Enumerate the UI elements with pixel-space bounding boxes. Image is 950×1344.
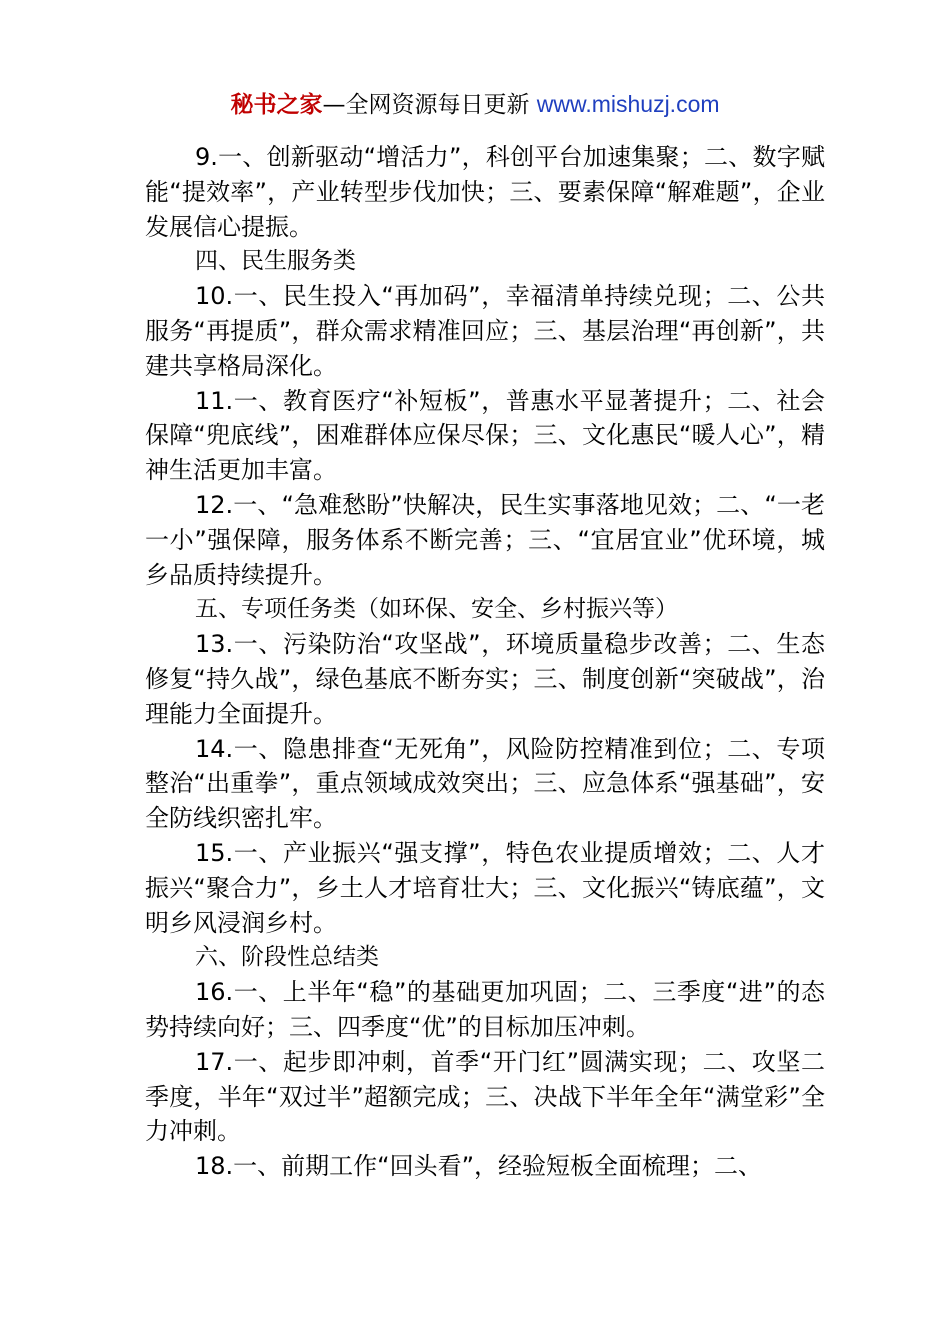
paragraph-18: 18.一、前期工作“回头看”，经验短板全面梳理；二、: [195, 1152, 763, 1181]
site-url-link[interactable]: www.mishuzj.com: [536, 91, 720, 117]
paragraph-10: 10.一、民生投入“再加码”，幸福清单持续兑现；二、公共服务“再提质”，群众需求精准回应；三、基层治理“再创新”，共建共享格局深化。: [145, 282, 825, 380]
paragraph-11: 11.一、教育医疗“补短板”，普惠水平显著提升；二、社会保障“兜底线”，困难群体应保尽保；三、文化惠民“暖人心”，精神生活更加丰富。: [145, 386, 825, 485]
paragraph-15: 15.一、产业振兴“强支撑”，特色农业提质增效；二、人才振兴“聚合力”，乡土人才培育壮大；三、文化振兴“铸底蕴”，文明乡风浸润乡村。: [145, 838, 825, 937]
paragraph-13: 13.一、污染防治“攻坚战”，环境质量稳步改善；二、生态修复“持久战”，绿色基底不断夯实；三、制度创新“突破战”，治理能力全面提升。: [145, 630, 825, 728]
site-header: [0, 88, 950, 121]
brand-name: 秘书之家: [230, 92, 323, 118]
paragraph-12: 12.一、“急难愁盼”快解决，民生实事落地见效；二、“一老一小”强保障，服务体系不断完善；三、“宜居宜业”优环境，城乡品质持续提升。: [145, 490, 825, 589]
section-heading-6: 六、阶段性总结类: [195, 944, 379, 971]
section-heading-5: 五、专项任务类（如环保、安全、乡村振兴等）: [195, 596, 678, 623]
section-heading-4: 四、民生服务类: [195, 248, 356, 275]
document-body: [145, 140, 825, 1184]
paragraph-9: 9.一、创新驱动“增活力”，科创平台加速集聚；二、数字赋能“提效率”，产业转型步伐加快；三、要素保障“解难题”，企业发展信心提振。: [145, 143, 825, 241]
paragraph-16: 16.一、上半年“稳”的基础更加巩固；二、三季度“进”的态势持续向好；三、四季度“优”的目标加压冲刺。: [145, 978, 825, 1041]
paragraph-17: 17.一、起步即冲刺，首季“开门红”圆满实现；二、攻坚二季度，半年“双过半”超额完成；三、决战下半年全年“满堂彩”全力冲刺。: [145, 1047, 825, 1146]
paragraph-14: 14.一、隐患排查“无死角”，风险防控精准到位；二、专项整治“出重拳”，重点领域成效突出；三、应急体系“强基础”，安全防线织密扎牢。: [145, 734, 825, 833]
header-tagline: —全网资源每日更新: [322, 92, 537, 118]
